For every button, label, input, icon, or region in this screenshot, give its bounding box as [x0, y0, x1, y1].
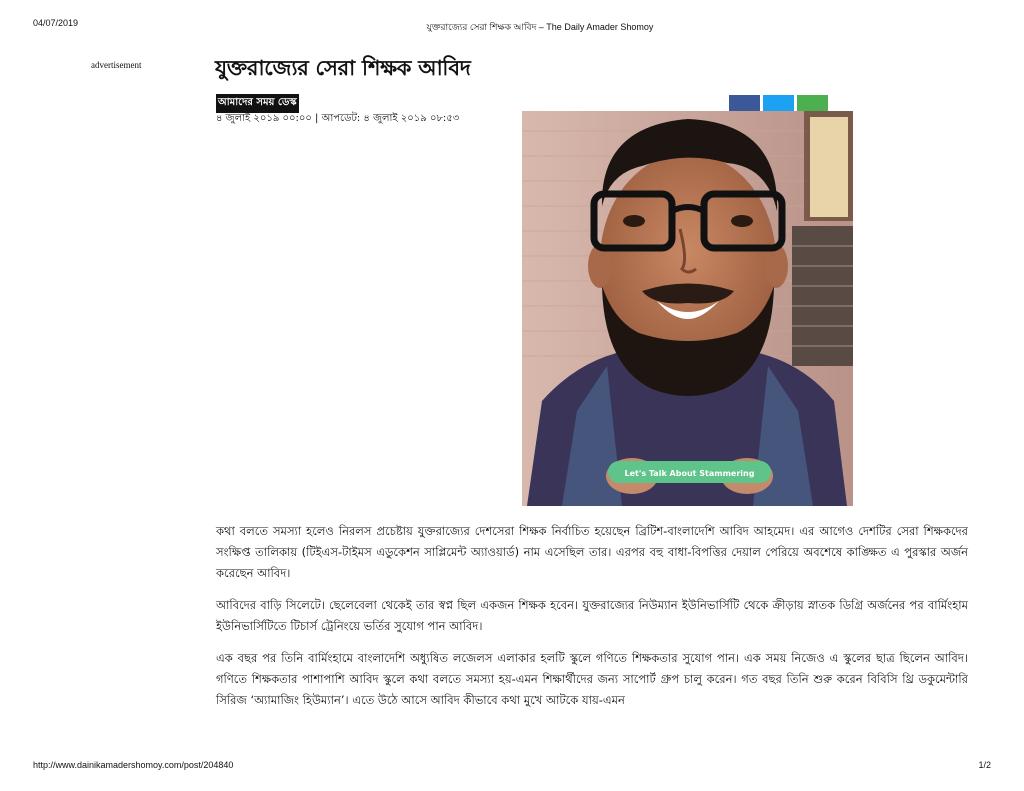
article-paragraph: এক বছর পর তিনি বার্মিংহামে বাংলাদেশি অধ্যুষিত লজেলস এলাকার হলটি স্কুলে গণিতে শিক্ষকতার সুযোগ পান। এক সময় নিজেও এ স্কুলের ছাত্র ছিলেন আবিদ। গণিতে শিক্ষকতার পাশাপাশি আবিদ স্কুলে কথা বলতে সমস্যা হয়-এমন শিক্ষার্থীদের জন্য সাপোর্ট গ্রুপ চালু করেন। গত বছর তিনি শুরু করেন বিবিসি থ্রি ডকুমেন্টারি সিরিজ ‘অ্যামাজিং হিউম্যান’। এতে উঠে আসে আবিদ কীভাবে কথা মুখে আটকে যায়-এমন: [216, 651, 968, 707]
print-page-title: যুক্তরাজ্যের সেরা শিক্ষক আবিদ – The Daily Amader Shomoy: [426, 22, 654, 32]
advertisement-label: advertisement: [91, 60, 142, 70]
share-facebook-button[interactable]: [729, 95, 760, 112]
share-whatsapp-button[interactable]: [797, 95, 828, 112]
article-body: [216, 521, 968, 722]
wristband-text: Let's Talk About Stammering: [624, 469, 755, 478]
author-tag[interactable]: আমাদের সময় ডেস্ক: [216, 94, 299, 113]
article-photo: [522, 111, 853, 506]
article-headline: যুক্তরাজ্যের সেরা শিক্ষক আবিদ: [215, 56, 471, 80]
print-page-number: 1/2: [978, 760, 991, 770]
article-dateline: ৪ জুলাই ২০১৯ ০০:০০ | আপডেট: ৪ জুলাই ২০১৯ ০৮:৫৩: [216, 113, 460, 124]
article-paragraph: কথা বলতে সমস্যা হলেও নিরলস প্রচেষ্টায় যুক্তরাজ্যের দেশসেরা শিক্ষক নির্বাচিত হয়েছেন ব্রিটিশ-বাংলাদেশি আবিদ আহমেদ। এর আগেও দেশটির সেরা শিক্ষকদের সংক্ষিপ্ত তালিকায় (টিইএস-টাইমস এডুকেশন সাপ্লিমেন্ট অ্যাওয়ার্ড) নাম এসেছিল তার। এরপর বহু বাধা-বিপত্তির দেয়াল পেরিয়ে অবশেষে কাঙ্ক্ষিত এ পুরস্কার অর্জন করেছেন আবিদ।: [216, 524, 968, 580]
print-footer-url[interactable]: http://www.dainikamadershomoy.com/post/204840: [33, 760, 234, 770]
article-paragraph: আবিদের বাড়ি সিলেটে। ছেলেবেলা থেকেই তার স্বপ্ন ছিল একজন শিক্ষক হবেন। যুক্তরাজ্যের নিউম্যান ইউনিভার্সিটি থেকে ক্রীড়ায় স্নাতক ডিগ্রি অর্জনের পর বার্মিংহাম ইউনিভার্সিটিতে টিচার্স ট্রেনিংয়ে ভর্তির সুযোগ পান আবিদ।: [216, 598, 968, 633]
print-date: 04/07/2019: [33, 18, 79, 28]
share-twitter-button[interactable]: [763, 95, 794, 112]
